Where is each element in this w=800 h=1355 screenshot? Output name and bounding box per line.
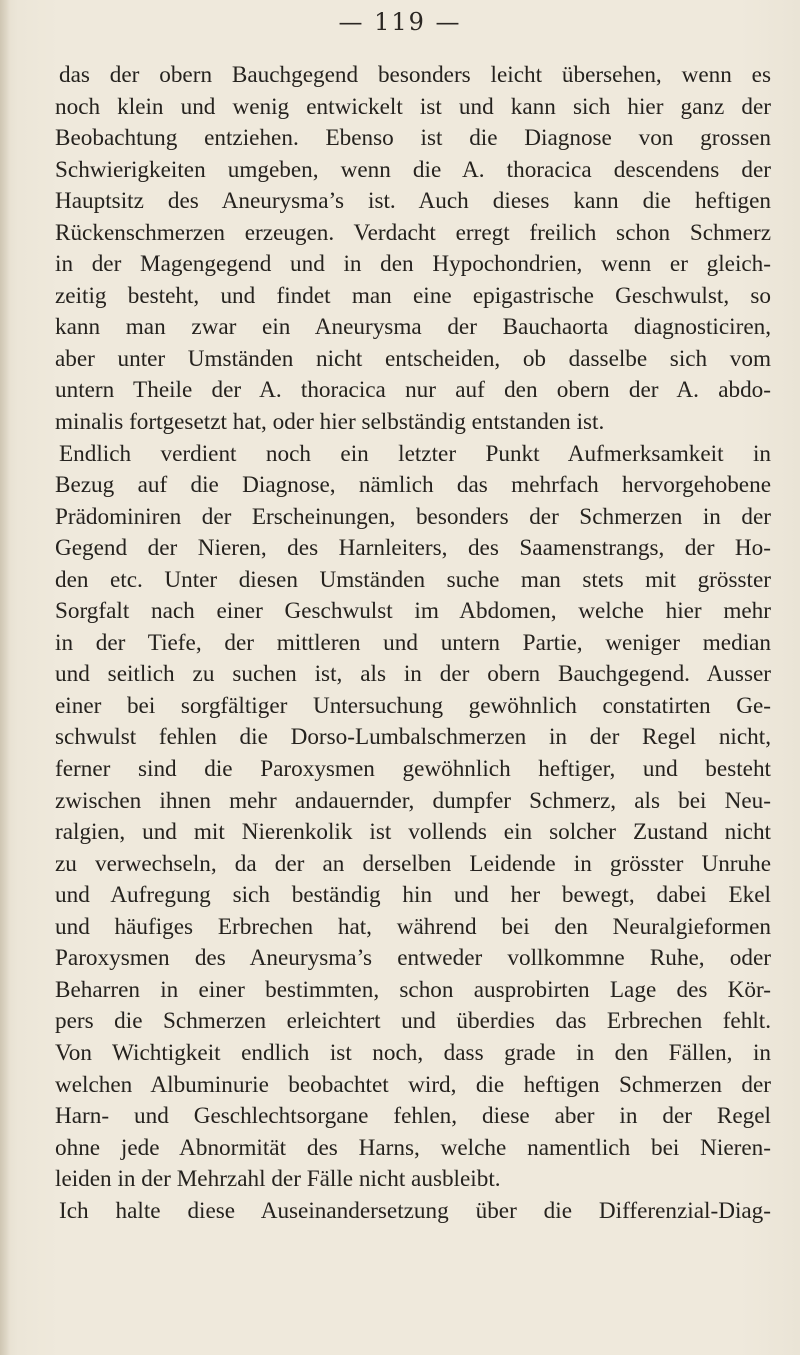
text-line: Prädominiren der Erscheinungen, besonders der Schmerzen in der <box>55 503 771 530</box>
text-line: Rückenschmerzen erzeugen. Verdacht erregt freilich schon Schmerz <box>55 219 771 246</box>
text-line: noch klein und wenig entwickelt ist und kann sich hier ganz der <box>55 93 771 120</box>
text-line: zeitig besteht, und findet man eine epigastrische Geschwulst, so <box>55 282 771 309</box>
text-line: in der Magengegend und in den Hypochondrien, wenn er gleich- <box>55 251 771 278</box>
text-line: welchen Albuminurie beobachtet wird, die heftigen Schmerzen der <box>55 1071 771 1098</box>
text-line: zwischen ihnen mehr andauernder, dumpfer Schmerz, als bei Neu- <box>55 787 771 814</box>
text-line: und häufiges Erbrechen hat, während bei den Neuralgieformen <box>55 913 771 940</box>
text-line: Bezug auf die Diagnose, nämlich das mehrfach hervorgehobene <box>55 472 771 499</box>
text-line: kann man zwar ein Aneurysma der Bauchaorta diagnosticiren, <box>55 314 771 341</box>
text-line: Endlich verdient noch ein letzter Punkt Aufmerksamkeit in <box>59 440 771 467</box>
gutter-shadow <box>0 0 10 1355</box>
text-line: und seitlich zu suchen ist, als in der obern Bauchgegend. Ausser <box>55 661 771 688</box>
text-line: Paroxysmen des Aneurysma’s entweder vollkommne Ruhe, oder <box>55 945 771 972</box>
text-line: das der obern Bauchgegend besonders leicht übersehen, wenn es <box>59 62 771 88</box>
text-line: aber unter Umständen nicht entscheiden, ob dasselbe sich vom <box>55 345 771 372</box>
text-line: Beharren in einer bestimmten, schon ausprobirten Lage des Kör- <box>55 976 771 1003</box>
text-line: pers die Schmerzen erleichtert und überdies das Erbrechen fehlt. <box>55 1008 771 1035</box>
text-line: Hauptsitz des Aneurysma’s ist. Auch dieses kann die heftigen <box>55 188 771 215</box>
text-line: leiden in der Mehrzahl der Fälle nicht ausbleibt. <box>55 1166 501 1193</box>
text-line: Schwierigkeiten umgeben, wenn die A. thoracica descendens der <box>55 156 771 183</box>
text-line: ohne jede Abnormität des Harns, welche namentlich bei Nieren- <box>55 1134 771 1161</box>
text-line: schwulst fehlen die Dorso-Lumbalschmerzen in der Regel nicht, <box>55 724 771 751</box>
text-line: Ich halte diese Auseinandersetzung über die Differenzial-Diag- <box>59 1197 771 1224</box>
text-line: Sorgfalt nach einer Geschwulst im Abdomen, welche hier mehr <box>55 598 771 625</box>
text-line: ralgien, und mit Nierenkolik ist vollends ein solcher Zustand nicht <box>55 819 771 846</box>
text-line: den etc. Unter diesen Umständen suche man stets mit grösster <box>55 566 771 593</box>
text-line: ferner sind die Paroxysmen gewöhnlich heftiger, und besteht <box>55 756 771 783</box>
text-line: und Aufregung sich beständig hin und her bewegt, dabei Ekel <box>55 882 771 909</box>
text-line: minalis fortgesetzt hat, oder hier selbständig entstanden ist. <box>55 409 605 436</box>
body-text <box>55 60 771 1227</box>
text-line: in der Tiefe, der mittleren und untern Partie, weniger median <box>55 629 771 656</box>
page-number: — 119 — <box>338 8 462 36</box>
text-line: Von Wichtigkeit endlich ist noch, dass grade in den Fällen, in <box>55 1039 771 1066</box>
text-line: einer bei sorgfältiger Untersuchung gewöhnlich constatirten Ge- <box>55 692 771 719</box>
text-line: Beobachtung entziehen. Ebenso ist die Diagnose von grossen <box>55 125 771 152</box>
text-line: Harn- und Geschlechtsorgane fehlen, diese aber in der Regel <box>55 1103 771 1130</box>
text-line: untern Theile der A. thoracica nur auf den obern der A. abdo- <box>55 377 771 404</box>
text-line: Gegend der Nieren, des Harnleiters, des Saamenstrangs, der Ho- <box>55 535 771 562</box>
text-line: zu verwechseln, da der an derselben Leidende in grösster Unruhe <box>55 850 771 877</box>
